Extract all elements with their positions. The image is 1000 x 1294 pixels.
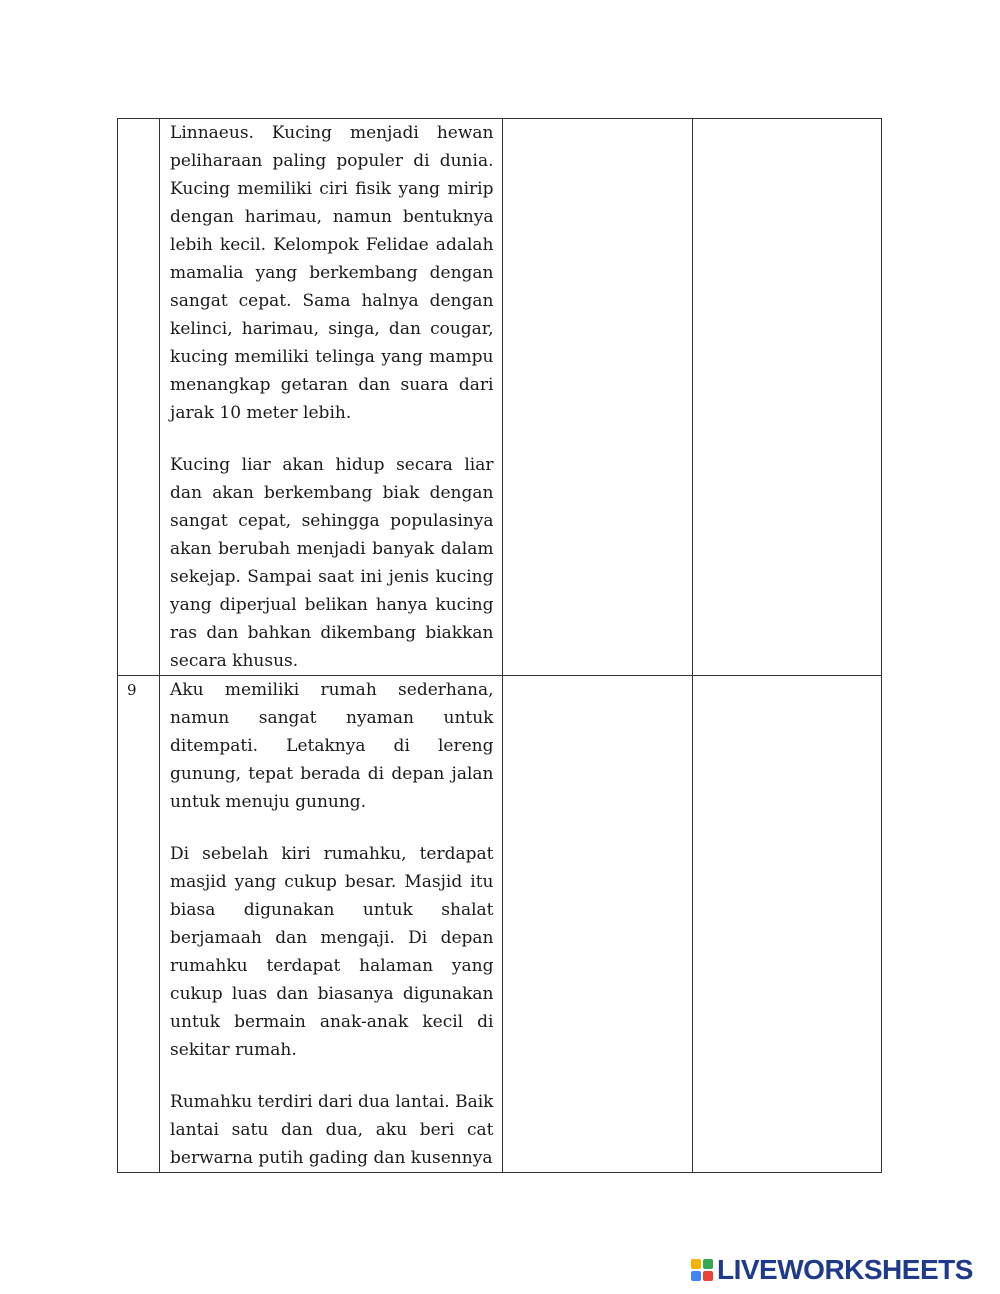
answer-cell[interactable]	[503, 676, 692, 1173]
passage-paragraph: Kucing liar akan hidup secara liar dan akan berkembang biak dengan sangat cepat, sehingga populasinya akan berubah menjadi banyak dalam sekejap. Sampai saat ini jenis kucing yang diperjual belikan hanya kucing ras dan bahkan dikembang biakkan secara khusus.	[170, 455, 494, 671]
logo-square	[703, 1259, 713, 1269]
table-row	[118, 676, 882, 1173]
logo-square	[703, 1271, 713, 1281]
passage-paragraph: Rumahku terdiri dari dua lantai. Baik lantai satu dan dua, aku beri cat berwarna putih gading dan kusennya	[170, 1092, 494, 1168]
row-number: 9	[127, 681, 137, 699]
passage-paragraph: Linnaeus. Kucing menjadi hewan peliharaan paling populer di dunia. Kucing memiliki ciri fisik yang mirip dengan harimau, namun bentuknya lebih kecil. Kelompok Felidae adalah mamalia yang berkembang dengan sangat cepat. Sama halnya dengan kelinci, harimau, singa, dan cougar, kucing memiliki telinga yang mampu menangkap getaran dan suara dari jarak 10 meter lebih.	[170, 123, 494, 423]
row-number-cell	[118, 676, 160, 1173]
liveworksheets-logo-icon	[691, 1259, 713, 1281]
passage-cell	[160, 119, 503, 676]
worksheet-table	[117, 118, 882, 1173]
logo-square	[691, 1271, 701, 1281]
passage-cell	[160, 676, 503, 1173]
passage-paragraph: Di sebelah kiri rumahku, terdapat masjid yang cukup besar. Masjid itu biasa digunakan untuk shalat berjamaah dan mengaji. Di depan rumahku terdapat halaman yang cukup luas dan biasanya digunakan untuk bermain anak-anak kecil di sekitar rumah.	[170, 844, 494, 1060]
liveworksheets-logo	[691, 1253, 973, 1287]
answer-cell[interactable]	[692, 676, 881, 1173]
row-number-cell	[118, 119, 160, 676]
logo-text: LIVEWORKSHEETS	[717, 1254, 973, 1285]
passage-paragraph: Aku memiliki rumah sederhana, namun sangat nyaman untuk ditempati. Letaknya di lereng gunung, tepat berada di depan jalan untuk menuju gunung.	[170, 680, 494, 812]
answer-cell[interactable]	[503, 119, 692, 676]
logo-square	[691, 1259, 701, 1269]
table-row	[118, 119, 882, 676]
answer-cell[interactable]	[692, 119, 881, 676]
